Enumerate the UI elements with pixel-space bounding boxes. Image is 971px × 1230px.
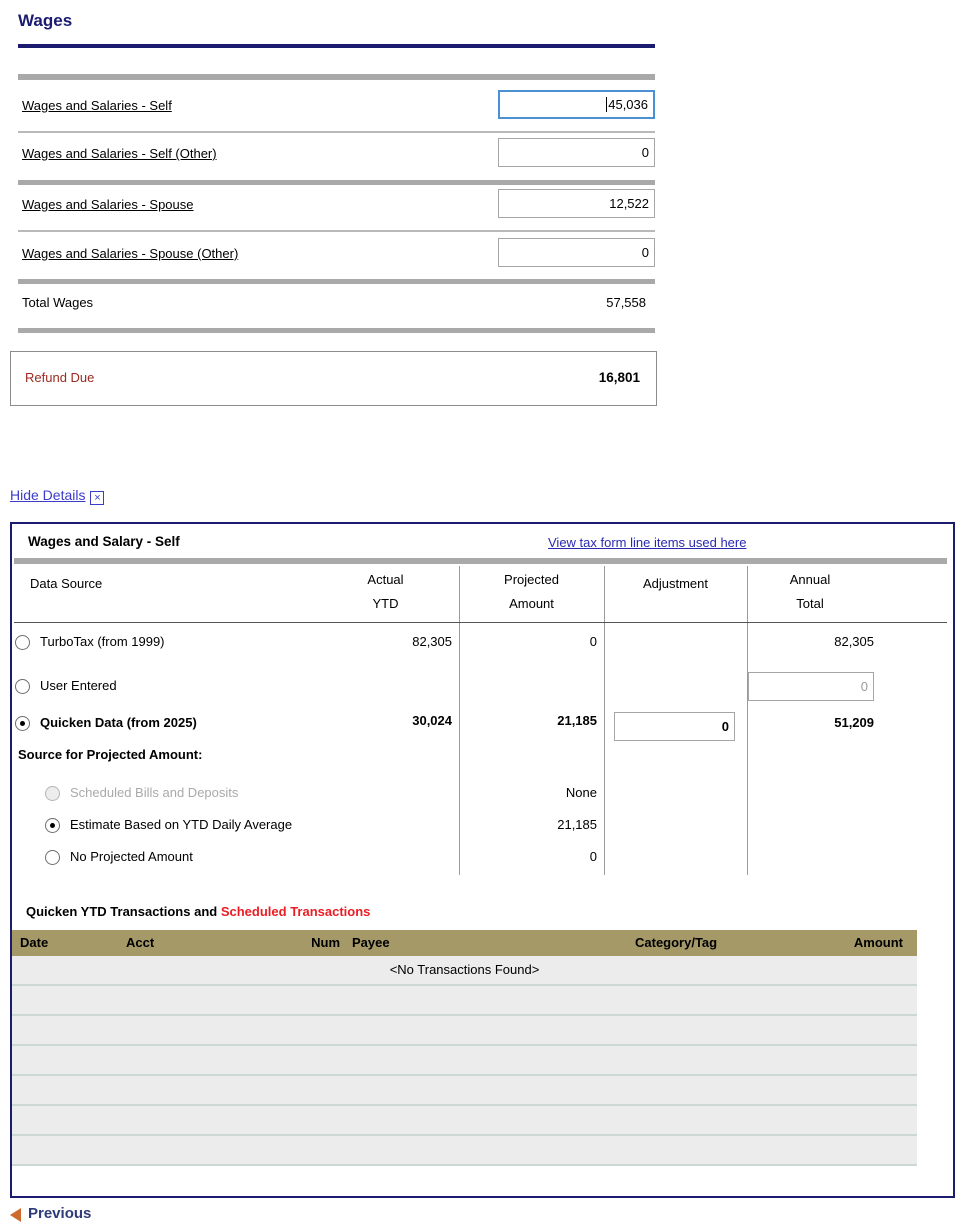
- col-header-annual: Annual: [789, 572, 831, 587]
- no-projected-label[interactable]: No Projected Amount: [70, 849, 193, 864]
- section-divider: [18, 180, 655, 185]
- col-header-projected: Projected: [504, 572, 559, 587]
- col-header-actual: Actual: [367, 572, 404, 587]
- wages-spouse-input[interactable]: 12,522: [498, 189, 655, 218]
- col-category-tag: Category/Tag: [635, 935, 718, 950]
- adjustment-input[interactable]: 0: [614, 712, 735, 741]
- user-entered-label[interactable]: User Entered: [40, 678, 117, 693]
- details-panel: [10, 522, 955, 1198]
- col-payee: Payee: [352, 935, 390, 950]
- wages-self-other-input[interactable]: 0: [498, 138, 655, 167]
- col-header-total: Total: [796, 596, 824, 611]
- col-date: Date: [20, 935, 49, 950]
- section-divider: [18, 74, 655, 80]
- turbotax-annual: 82,305: [834, 634, 874, 649]
- empty-row: [12, 1016, 917, 1046]
- no-projected-radio[interactable]: [45, 850, 60, 865]
- scheduled-transactions-link[interactable]: Scheduled Transactions: [220, 904, 371, 919]
- total-wages-label: Total Wages: [22, 295, 94, 310]
- quicken-annual: 51,209: [834, 715, 874, 730]
- wages-self-input[interactable]: 45,036: [498, 90, 655, 119]
- quicken-ytd: 30,024: [412, 713, 452, 728]
- section-divider: [18, 279, 655, 284]
- empty-row: [12, 1046, 917, 1076]
- title-rule: [18, 44, 655, 48]
- turbotax-label[interactable]: TurboTax (from 1999): [40, 634, 165, 649]
- column-divider: [604, 566, 605, 875]
- transactions-title: [26, 904, 370, 919]
- col-header-ytd: YTD: [372, 596, 399, 611]
- wages-spouse-label[interactable]: Wages and Salaries - Spouse: [22, 197, 194, 212]
- previous-label[interactable]: Previous: [28, 1205, 92, 1222]
- col-header-adjustment: Adjustment: [642, 576, 709, 591]
- details-title: Wages and Salary - Self: [28, 534, 180, 549]
- refund-due-value: 16,801: [598, 370, 640, 385]
- col-acct: Acct: [126, 935, 155, 950]
- col-num: Num: [311, 935, 340, 950]
- projection-source-label: Source for Projected Amount:: [18, 747, 203, 762]
- no-projected-value: 0: [589, 849, 597, 864]
- estimate-ytd-value: 21,185: [557, 817, 597, 832]
- column-divider: [747, 566, 748, 875]
- row-divider: [18, 131, 655, 133]
- wages-spouse-other-label[interactable]: Wages and Salaries - Spouse (Other): [22, 246, 239, 261]
- empty-transactions-row: [12, 956, 917, 986]
- total-wages-value: 57,558: [606, 295, 646, 310]
- panel-header-divider: [14, 558, 947, 564]
- empty-row: [12, 986, 917, 1016]
- turbotax-projected: 0: [589, 634, 597, 649]
- quicken-data-radio[interactable]: [15, 716, 30, 731]
- refund-due-label: Refund Due: [25, 370, 95, 385]
- section-divider: [18, 328, 655, 333]
- empty-row: [12, 1106, 917, 1136]
- empty-row: [12, 1076, 917, 1106]
- refund-box: [10, 351, 657, 406]
- wages-self-other-label[interactable]: Wages and Salaries - Self (Other): [22, 146, 217, 161]
- wages-spouse-other-input[interactable]: 0: [498, 238, 655, 267]
- collapse-box-icon[interactable]: ×: [90, 491, 104, 505]
- hide-details-toggle[interactable]: [10, 487, 104, 505]
- estimate-ytd-label[interactable]: Estimate Based on YTD Daily Average: [70, 817, 293, 832]
- col-header-amount: Amount: [509, 596, 554, 611]
- estimate-ytd-radio[interactable]: [45, 818, 60, 833]
- quicken-projected: 21,185: [557, 713, 597, 728]
- wages-self-label[interactable]: Wages and Salaries - Self: [22, 98, 172, 113]
- user-entered-annual-input[interactable]: 0: [748, 672, 874, 701]
- col-header-data-source: Data Source: [30, 576, 103, 591]
- transactions-title-black: Quicken YTD Transactions and: [26, 904, 218, 919]
- view-tax-form-link[interactable]: View tax form line items used here: [548, 535, 747, 550]
- hide-details-label[interactable]: Hide Details: [10, 487, 86, 503]
- no-transactions-message: <No Transactions Found>: [389, 962, 540, 977]
- column-divider: [459, 566, 460, 875]
- user-entered-radio[interactable]: [15, 679, 30, 694]
- text-caret: [606, 97, 607, 112]
- empty-row: [12, 1136, 917, 1166]
- column-header-rule: [14, 622, 947, 623]
- quicken-data-label[interactable]: Quicken Data (from 2025): [40, 715, 197, 730]
- page-title: Wages: [18, 11, 73, 30]
- previous-arrow-icon: [10, 1208, 21, 1222]
- scheduled-bills-radio[interactable]: [45, 786, 60, 801]
- row-divider: [18, 230, 655, 232]
- turbotax-radio[interactable]: [15, 635, 30, 650]
- scheduled-bills-value: None: [565, 785, 597, 800]
- transactions-header-row: [12, 930, 917, 956]
- col-amount: Amount: [853, 935, 903, 950]
- scheduled-bills-label[interactable]: Scheduled Bills and Deposits: [70, 785, 239, 800]
- turbotax-ytd: 82,305: [412, 634, 452, 649]
